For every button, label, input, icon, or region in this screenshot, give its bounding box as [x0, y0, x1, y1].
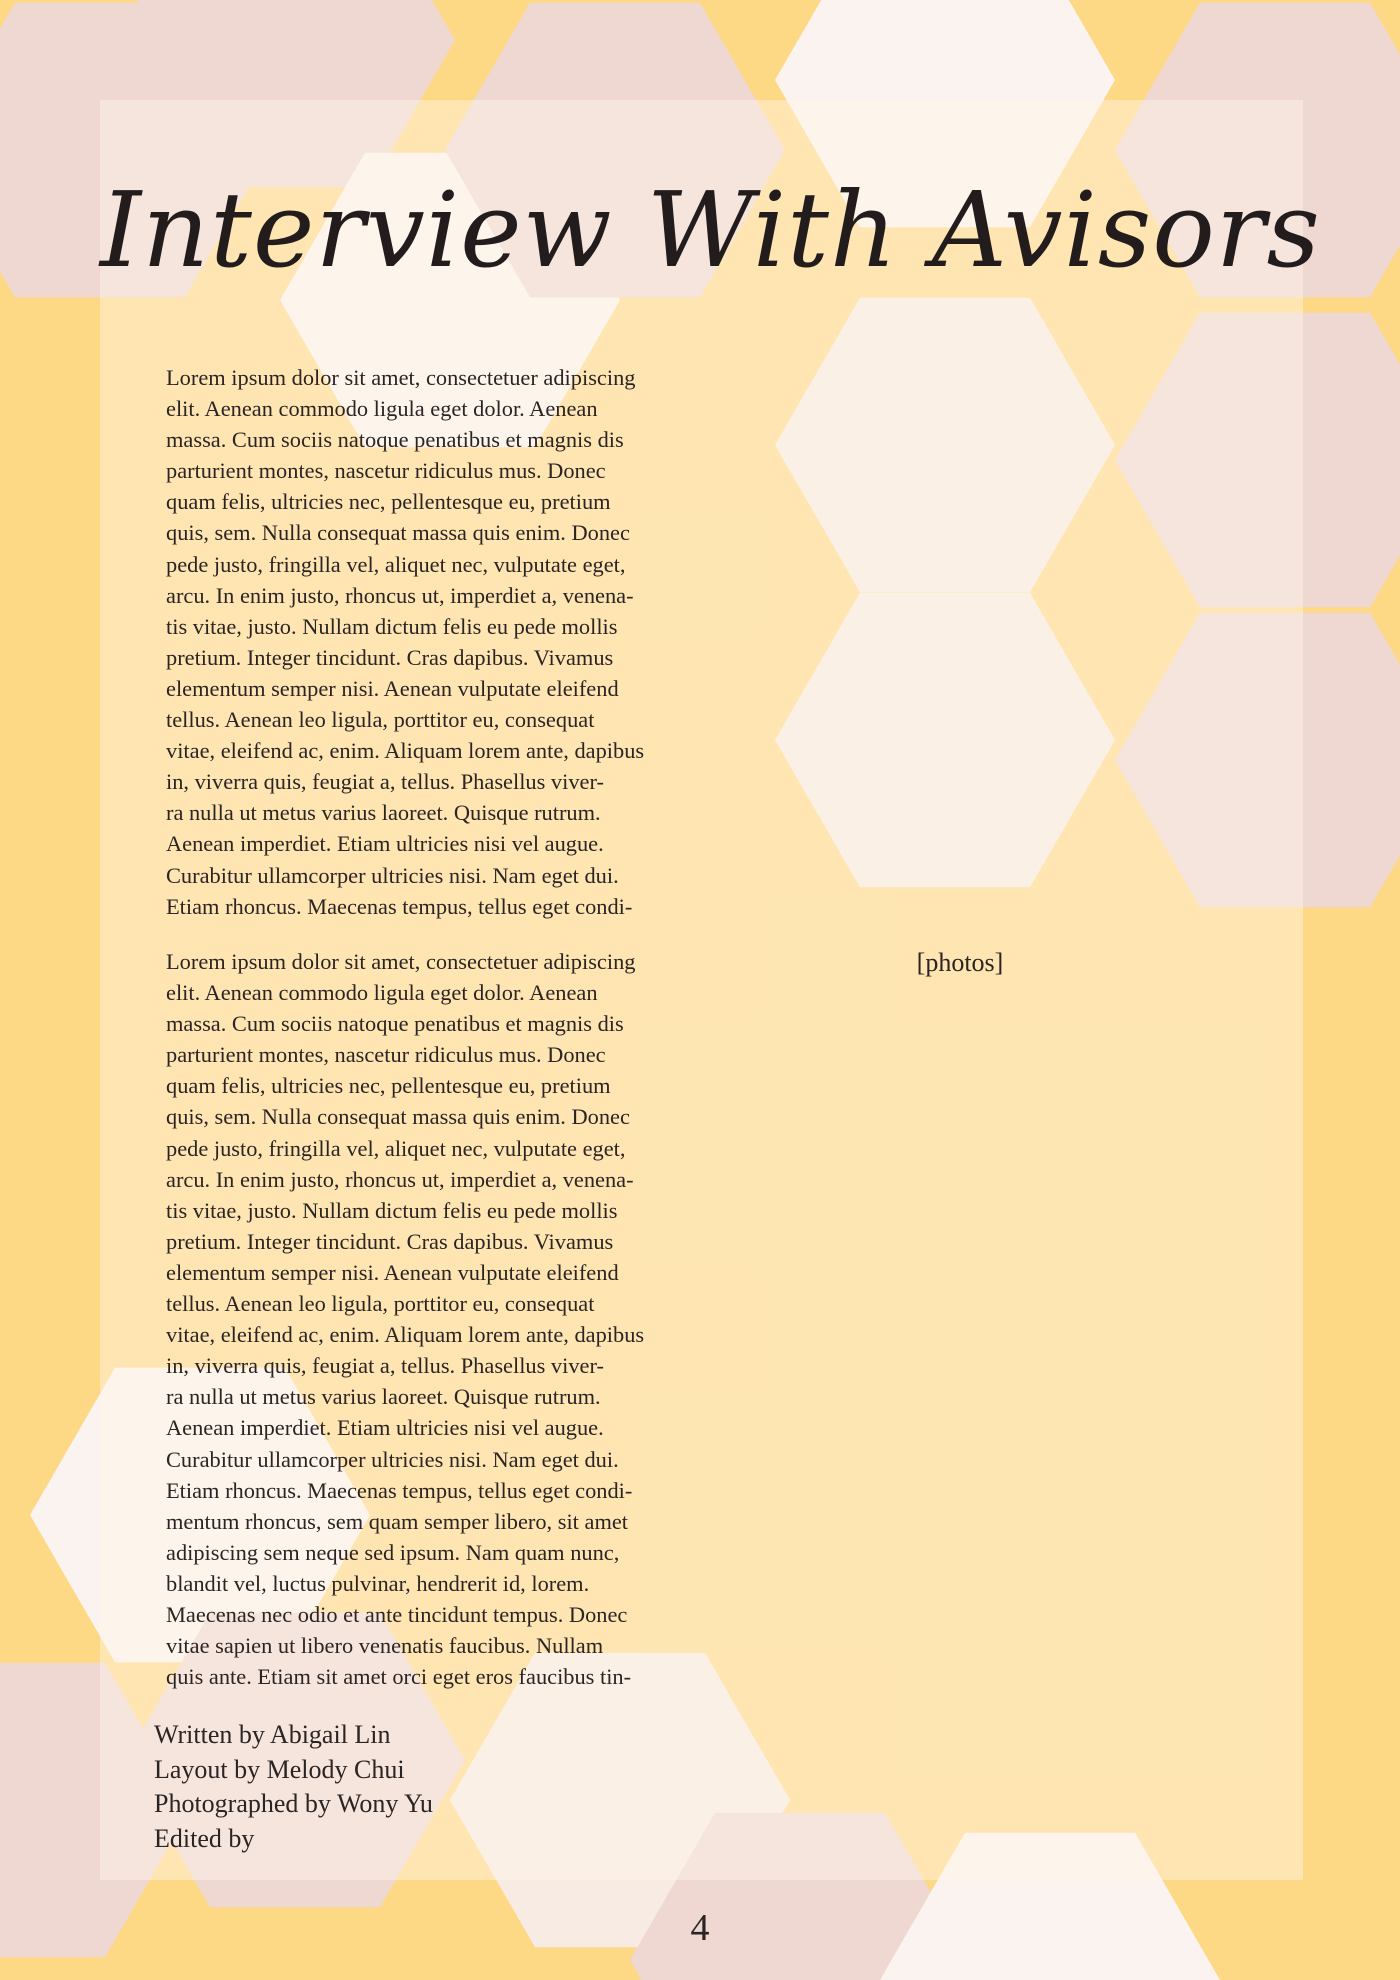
page-number: 4 [690, 1907, 710, 1949]
page-title: Interview With Avisors [100, 169, 1321, 291]
photos-placeholder: [photos] [916, 948, 1004, 977]
credit-editor: Edited by [154, 1823, 255, 1853]
article-paragraph-1: Lorem ipsum dolor sit amet, consectetuer adipiscing elit. Aenean commodo ligula eget dolor. Aenean massa. Cum sociis natoque penatibus et magnis dis parturient montes, nascetur ridiculus mus. Donec quam felis, ultricies nec, pellentesque eu, pretium quis, sem. Nulla consequat massa quis enim. Donec pede justo, fringilla vel, aliquet nec, vulputate eget, arcu. In enim justo, rhoncus ut, imperdiet a, venena- tis vitae, justo. Nullam dictum felis eu pede mollis pretium. Integer tincidunt. Cras dapibus. Vivamus elementum semper nisi. Aenean vulputate eleifend tellus. Aenean leo ligula, porttitor eu, consequat vitae, eleifend ac, enim. Aliquam lorem ante, dapibus in, viverra quis, feugiat a, tellus. Phasellus viver- ra nulla ut metus varius laoreet. Quisque rutrum. Aenean imperdiet. Etiam ultricies nisi vel augue. Curabitur ullamcorper ultricies nisi. Nam eget dui. Etiam rhoncus. Maecenas tempus, tellus eget condi- [166, 365, 645, 919]
article-paragraph-2: Lorem ipsum dolor sit amet, consectetuer adipiscing elit. Aenean commodo ligula eget dolor. Aenean massa. Cum sociis natoque penatibus et magnis dis parturient montes, nascetur ridiculus mus. Donec quam felis, ultricies nec, pellentesque eu, pretium quis, sem. Nulla consequat massa quis enim. Donec pede justo, fringilla vel, aliquet nec, vulputate eget, arcu. In enim justo, rhoncus ut, imperdiet a, venena- tis vitae, justo. Nullam dictum felis eu pede mollis pretium. Integer tincidunt. Cras dapibus. Vivamus elementum semper nisi. Aenean vulputate eleifend tellus. Aenean leo ligula, porttitor eu, consequat vitae, eleifend ac, enim. Aliquam lorem ante, dapibus in, viverra quis, feugiat a, tellus. Phasellus viver- ra nulla ut metus varius laoreet. Quisque rutrum. Aenean imperdiet. Etiam ultricies nisi vel augue. Curabitur ullamcorper ultricies nisi. Nam eget dui. Etiam rhoncus. Maecenas tempus, tellus eget condi- mentum rhoncus, sem quam semper libero, sit amet adipiscing sem neque sed ipsum. Nam quam nunc, blandit vel, luctus pulvinar, hendrerit id, lorem. Maecenas nec odio et ante tincidunt tempus. Donec vitae sapien ut libero venenatis faucibus. Nullam quis ante. Etiam sit amet orci eget eros faucibus tin- [166, 949, 645, 1690]
credits-list [154, 1718, 433, 1856]
credit-writer: Written by Abigail Lin [154, 1720, 391, 1749]
credit-photographer: Photographed by Wony Yu [154, 1789, 433, 1818]
credit-layout: Layout by Melody Chui [154, 1754, 405, 1784]
